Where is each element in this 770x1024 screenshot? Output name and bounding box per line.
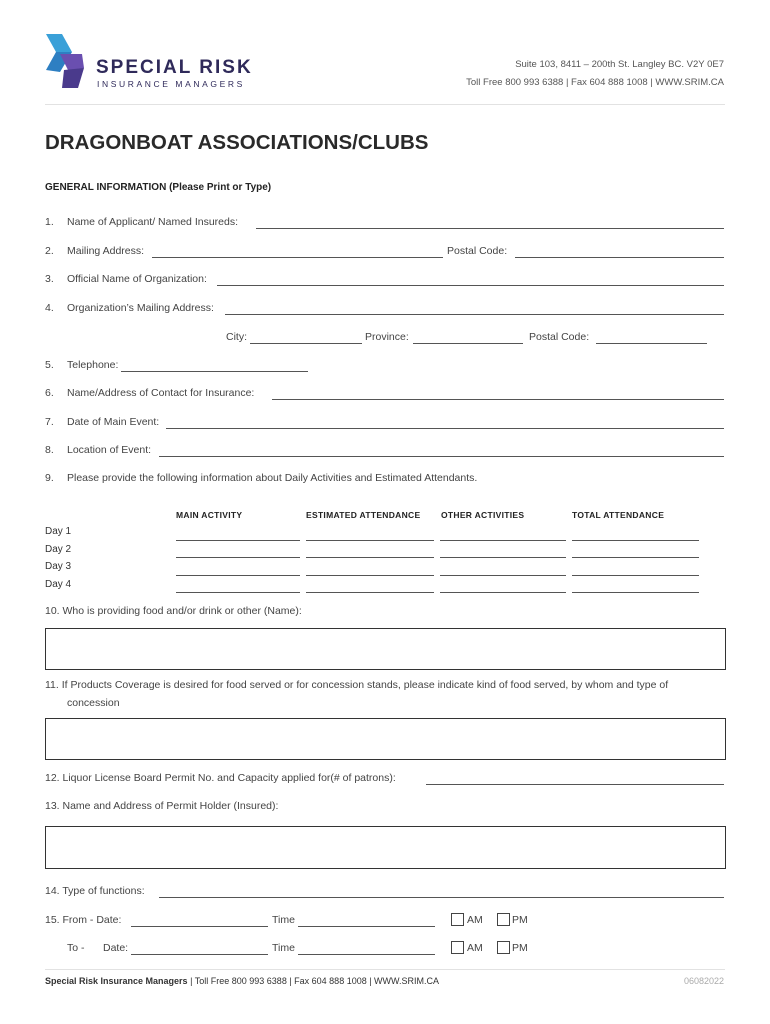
q6-number: 6. xyxy=(45,387,54,399)
day-1-label: Day 1 xyxy=(45,526,72,537)
day-3-estimated-attendance-field[interactable] xyxy=(306,575,434,576)
day-2-total-attendance-field[interactable] xyxy=(572,557,699,558)
to-date-label: Date: xyxy=(103,942,129,954)
footer-company: Special Risk Insurance Managers xyxy=(45,976,188,986)
food-provider-box[interactable] xyxy=(45,628,726,670)
q10-label: 10. Who is providing food and/or drink or other (Name): xyxy=(45,605,302,617)
day-3-other-activities-field[interactable] xyxy=(440,575,566,576)
day-1-main-activity-field[interactable] xyxy=(176,540,300,541)
function-type-field[interactable] xyxy=(159,897,724,898)
day-2-main-activity-field[interactable] xyxy=(176,557,300,558)
q3-number: 3. xyxy=(45,273,54,285)
contact-field[interactable] xyxy=(272,399,724,400)
q4-number: 4. xyxy=(45,302,54,314)
day-4-main-activity-field[interactable] xyxy=(176,592,300,593)
day-4-estimated-attendance-field[interactable] xyxy=(306,592,434,593)
to-pm-label: PM xyxy=(512,942,528,954)
city-field[interactable] xyxy=(250,343,362,344)
day-3-label: Day 3 xyxy=(45,561,72,572)
q9-label: Please provide the following information about Daily Activities and Estimated Attendants. xyxy=(67,472,478,484)
footer-text xyxy=(45,976,439,986)
q15-to-label: To - xyxy=(67,942,85,954)
q12-label: 12. Liquor License Board Permit No. and Capacity applied for(# of patrons): xyxy=(45,772,396,784)
col-main-activity: MAIN ACTIVITY xyxy=(176,510,243,520)
from-time-field[interactable] xyxy=(298,926,435,927)
company-contact: Toll Free 800 993 6388 | Fax 604 888 1008 | WWW.SRIM.CA xyxy=(466,77,724,88)
q4-label: Organization’s Mailing Address: xyxy=(67,302,214,314)
applicant-name-field[interactable] xyxy=(256,228,724,229)
to-date-field[interactable] xyxy=(131,954,268,955)
event-date-field[interactable] xyxy=(166,428,724,429)
q7-number: 7. xyxy=(45,416,54,428)
organization-postal-field[interactable] xyxy=(596,343,707,344)
day-2-estimated-attendance-field[interactable] xyxy=(306,557,434,558)
q8-label: Location of Event: xyxy=(67,444,152,456)
from-am-label: AM xyxy=(467,914,483,926)
liquor-permit-field[interactable] xyxy=(426,784,724,785)
mailing-postal-field[interactable] xyxy=(515,257,724,258)
company-subtitle: INSURANCE MANAGERS xyxy=(97,79,245,89)
day-4-label: Day 4 xyxy=(45,579,72,590)
day-3-main-activity-field[interactable] xyxy=(176,575,300,576)
section-heading: GENERAL INFORMATION (Please Print or Type) xyxy=(45,182,272,193)
company-address: Suite 103, 8411 – 200th St. Langley BC. V2Y 0E7 xyxy=(515,59,724,70)
q7-label: Date of Main Event: xyxy=(67,416,160,428)
event-location-field[interactable] xyxy=(159,456,724,457)
q4-province-label: Province: xyxy=(365,331,409,343)
form-code: 06082022 xyxy=(683,976,724,986)
day-2-label: Day 2 xyxy=(45,544,72,555)
q1-number: 1. xyxy=(45,216,54,228)
q6-label: Name/Address of Contact for Insurance: xyxy=(67,387,255,399)
from-pm-checkbox[interactable] xyxy=(497,913,510,926)
q5-number: 5. xyxy=(45,359,54,371)
to-am-label: AM xyxy=(467,942,483,954)
q14-label: 14. Type of functions: xyxy=(45,885,145,897)
q3-label: Official Name of Organization: xyxy=(67,273,207,285)
to-am-checkbox[interactable] xyxy=(451,941,464,954)
to-time-label: Time xyxy=(272,942,295,954)
mailing-address-field[interactable] xyxy=(152,257,443,258)
from-am-checkbox[interactable] xyxy=(451,913,464,926)
q2-label: Mailing Address: xyxy=(67,245,145,257)
q11-label-line2: concession xyxy=(67,697,120,709)
from-pm-label: PM xyxy=(512,914,528,926)
header-divider xyxy=(45,104,725,105)
day-1-other-activities-field[interactable] xyxy=(440,540,566,541)
day-4-total-attendance-field[interactable] xyxy=(572,592,699,593)
footer-divider xyxy=(45,969,725,970)
day-3-total-attendance-field[interactable] xyxy=(572,575,699,576)
col-estimated-attendance: ESTIMATED ATTENDANCE xyxy=(306,510,421,520)
q4-postal-label: Postal Code: xyxy=(529,331,590,343)
q11-label-line1: 11. If Products Coverage is desired for food served or for concession stands, please indicate kind of food served, by whom and type of xyxy=(45,679,669,691)
q5-label: Telephone: xyxy=(67,359,119,371)
q2-number: 2. xyxy=(45,245,54,257)
permit-holder-box[interactable] xyxy=(45,826,726,869)
q9-number: 9. xyxy=(45,472,54,484)
form-title: DRAGONBOAT ASSOCIATIONS/CLUBS xyxy=(45,131,429,154)
to-time-field[interactable] xyxy=(298,954,435,955)
q4-city-label: City: xyxy=(226,331,247,343)
to-pm-checkbox[interactable] xyxy=(497,941,510,954)
company-logo xyxy=(44,32,86,90)
products-coverage-box[interactable] xyxy=(45,718,726,760)
day-1-estimated-attendance-field[interactable] xyxy=(306,540,434,541)
footer-contact: | Toll Free 800 993 6388 | Fax 604 888 1008 | WWW.SRIM.CA xyxy=(187,976,440,986)
from-date-field[interactable] xyxy=(131,926,268,927)
q8-number: 8. xyxy=(45,444,54,456)
organization-name-field[interactable] xyxy=(217,285,724,286)
organization-address-field[interactable] xyxy=(225,314,724,315)
q1-label: Name of Applicant/ Named Insureds: xyxy=(67,216,239,228)
province-field[interactable] xyxy=(413,343,523,344)
col-other-activities: OTHER ACTIVITIES xyxy=(441,510,525,520)
col-total-attendance: TOTAL ATTENDANCE xyxy=(572,510,665,520)
day-1-total-attendance-field[interactable] xyxy=(572,540,699,541)
company-name: SPECIAL RISK xyxy=(96,57,253,78)
q15-from-label: 15. From - Date: xyxy=(45,914,122,926)
q13-label: 13. Name and Address of Permit Holder (Insured): xyxy=(45,800,279,812)
telephone-field[interactable] xyxy=(121,371,308,372)
from-time-label: Time xyxy=(272,914,295,926)
day-2-other-activities-field[interactable] xyxy=(440,557,566,558)
q2-postal-label: Postal Code: xyxy=(447,245,508,257)
day-4-other-activities-field[interactable] xyxy=(440,592,566,593)
